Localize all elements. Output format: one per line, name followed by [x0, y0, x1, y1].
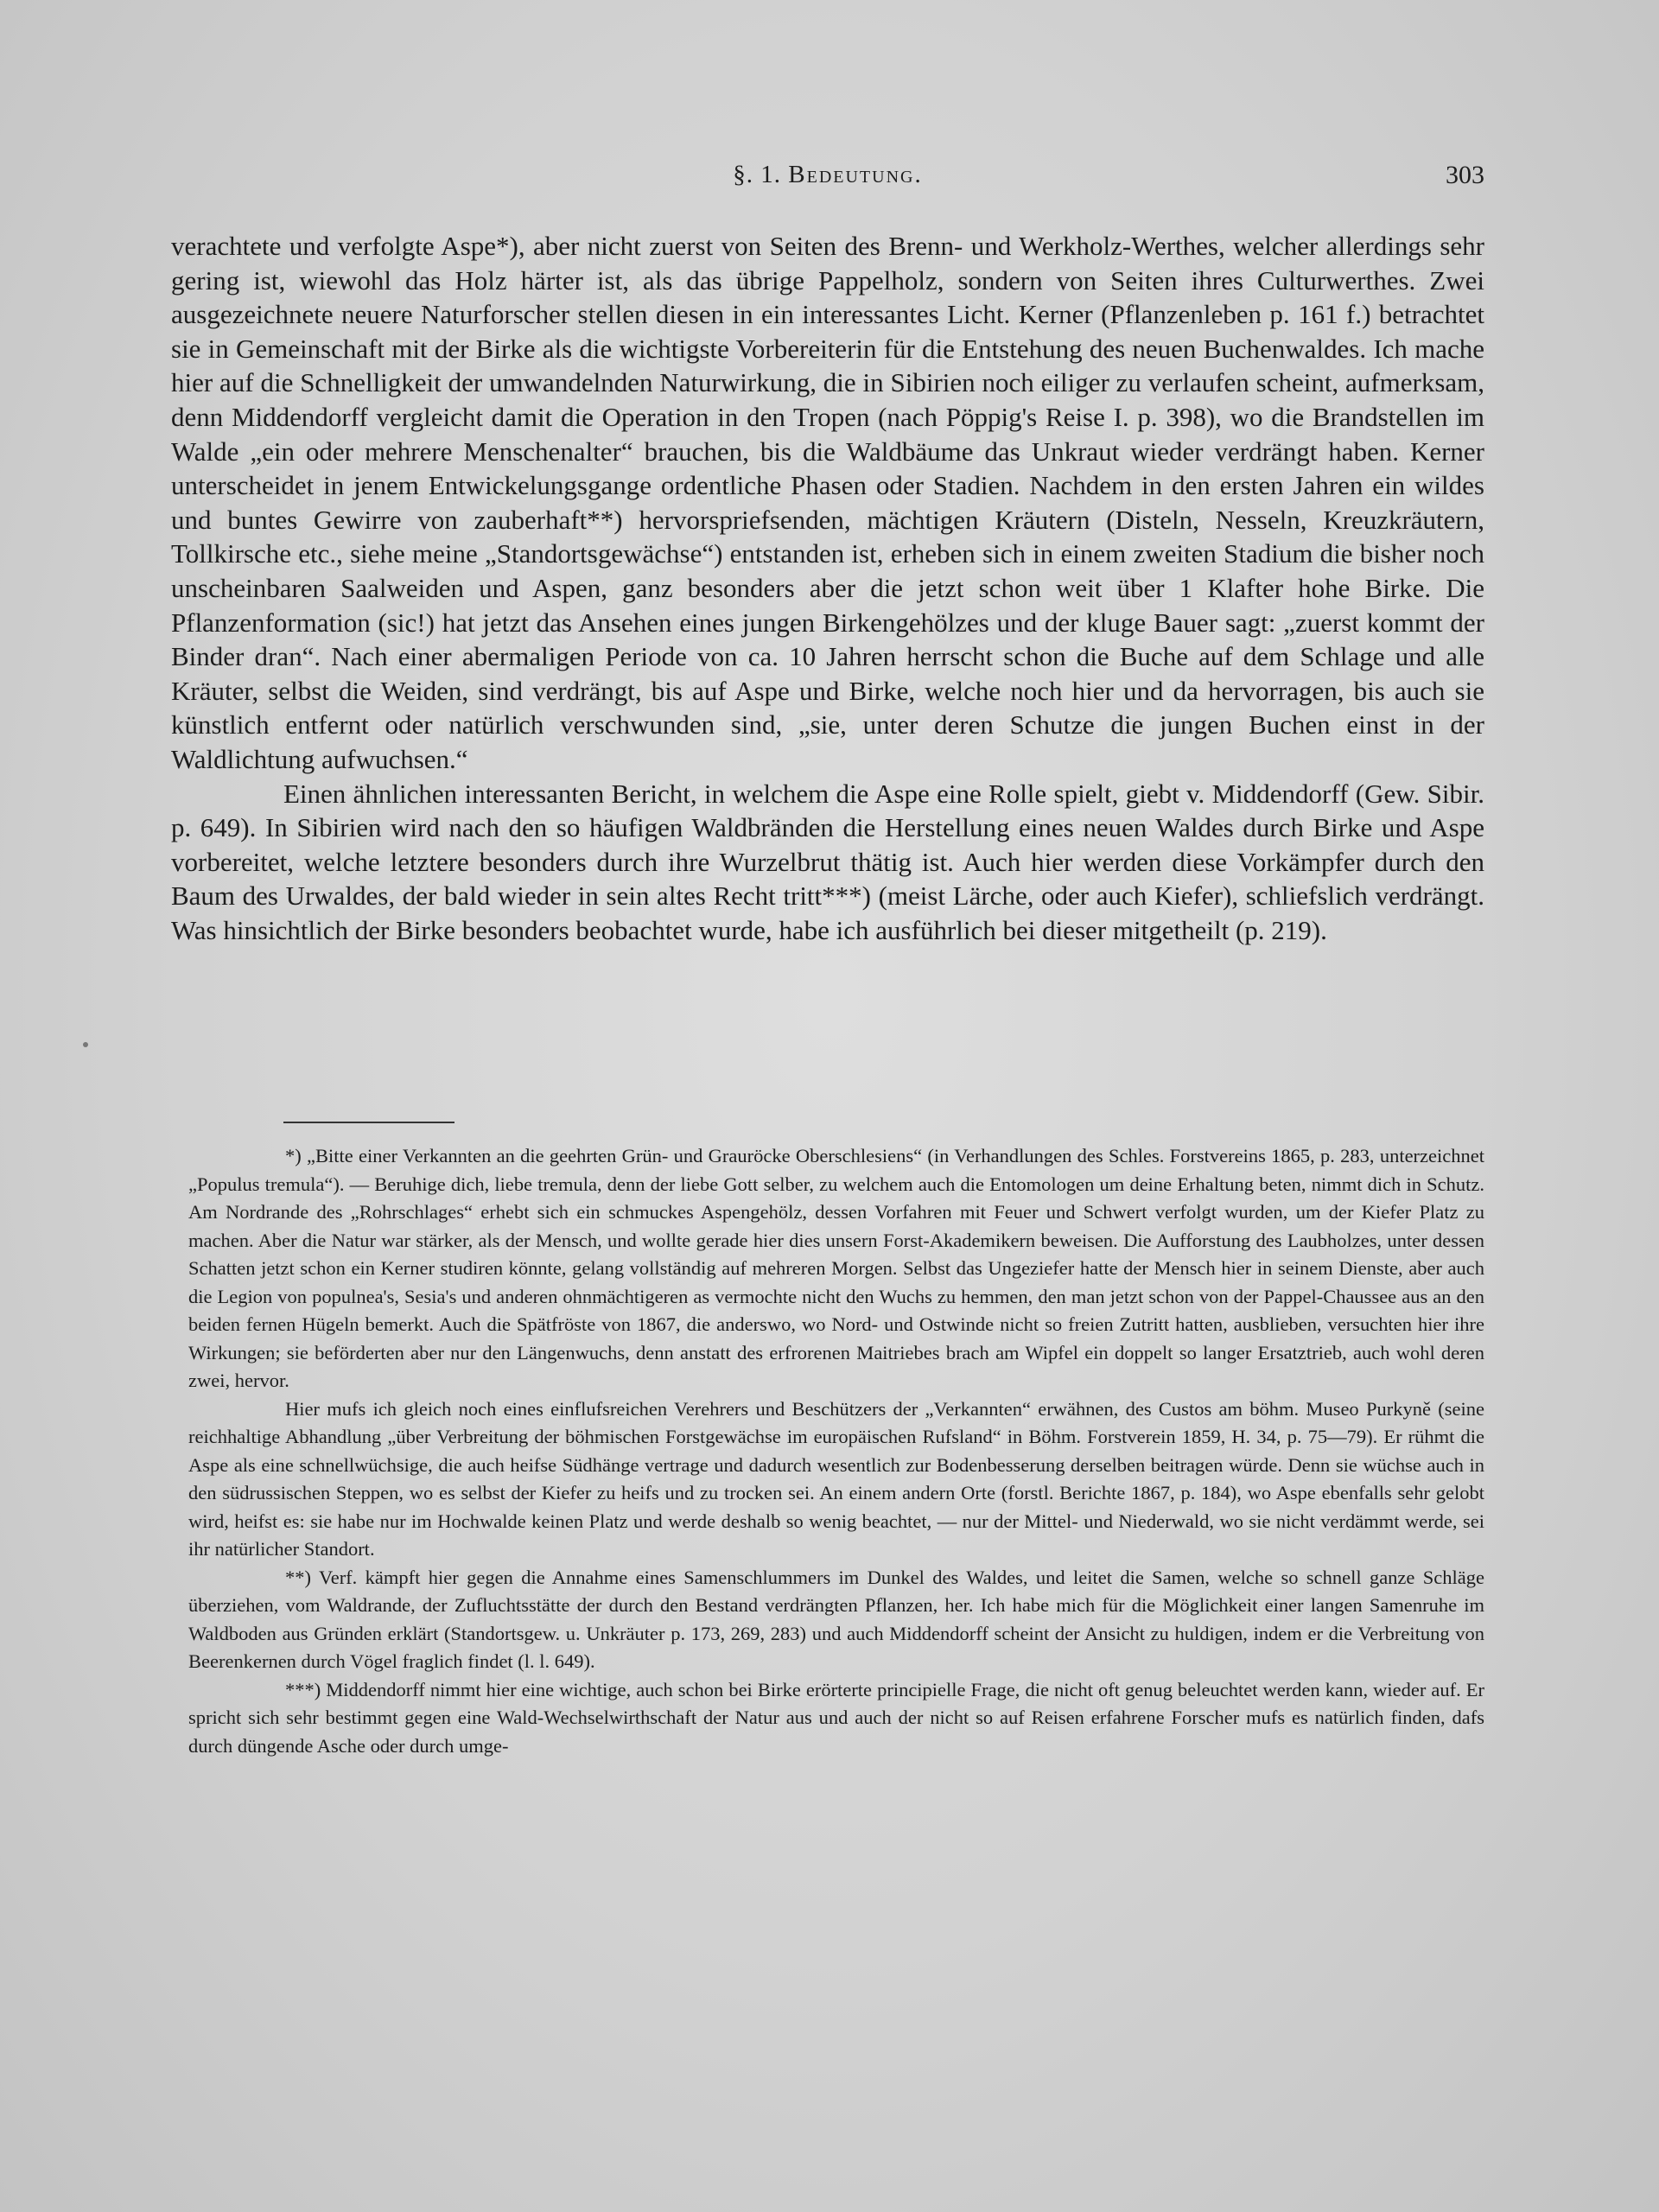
- paragraph-2: Einen ähnlichen interessanten Bericht, in welchem die Aspe eine Rolle spielt, giebt v. Middendorff (Gew. Sibir. p. 649). In Sibirien wird nach den so häufigen Waldbränden die Herstellung eines neuen Waldes durch Birke und Aspe vorbereitet, welche letztere besonders durch ihre Wurzelbrut thätig ist. Auch hier werden diese Vorkämpfer durch den Baum des Urwaldes, der bald wieder in sein altes Recht tritt***) (meist Lärche, oder auch Kiefer), schliefslich verdrängt. Was hinsichtlich der Birke besonders beobachtet wurde, habe ich ausführlich bei dieser mitgetheilt (p. 219).: [171, 778, 1484, 945]
- paragraph-1: verachtete und verfolgte Aspe*), aber nicht zuerst von Seiten des Brenn- und Werkholz-Werthes, welcher allerdings sehr gering ist, wiewohl das Holz härter ist, als das übrige Pappelholz, sondern von Seiten ihres Culturwerthes. Zwei ausgezeichnete neuere Naturforscher stellen diesen in ein interessantes Licht. Kerner (Pflanzenleben p. 161 f.) betrachtet sie in Gemeinschaft mit der Birke als die wichtigste Vorbereiterin für die Entstehung des neuen Buchenwaldes. Ich mache hier auf die Schnelligkeit der umwandelnden Naturwirkung, die in Sibirien noch eiliger zu verlaufen scheint, aufmerksam, denn Middendorff vergleicht damit die Operation in den Tropen (nach Pöppig's Reise I. p. 398), wo die Brandstellen im Walde „ein oder mehrere Menschenalter“ brauchen, bis die Waldbäume das Unkraut wieder verdrängt haben. Kerner unterscheidet in jenem Entwickelungsgange ordentliche Phasen oder Stadien. Nachdem in den ersten Jahren ein wildes und buntes Gewirre von zauberhaft**) hervorspriefsenden, mächtigen Kräutern (Disteln, Nesseln, Kreuzkräutern, Tollkirsche etc., siehe meine „Standortsgewächse“) entstanden ist, erheben sich in einem zweiten Stadium die bisher noch unscheinbaren Saalweiden und Aspen, ganz besonders aber die jetzt schon weit über 1 Klafter hohe Birke. Die Pflanzenformation (sic!) hat jetzt das Ansehen eines jungen Birkengehölzes und der kluge Bauer sagt: „zuerst kommt der Binder dran“. Nach einer abermaligen Periode von ca. 10 Jahren herrscht schon die Buche auf dem Schlage und alle Kräuter, selbst die Weiden, sind verdrängt, bis auf Aspe und Birke, welche noch hier und da hervorragen, bis auch sie künstlich entfernt oder natürlich verschwunden sind, „sie, unter deren Schutze die jungen Buchen einst in der Waldlichtung aufwuchsen.“: [171, 231, 1484, 774]
- running-header: [171, 161, 1484, 204]
- footnote-1: *) „Bitte einer Verkannten an die geehrten Grün- und Grauröcke Oberschlesiens“ (in Verhandlungen des Schles. Forstvereins 1865, p. 283, unterzeichnet „Populus tremula“). — Beruhige dich, liebe tremula, denn der liebe Gott selber, zu welchem auch die Entomologen um deine Erhaltung beten, nimmt dich in Schutz. Am Nordrande des „Rohrschlages“ erhebt sich ein schmuckes Aspengehölz, dessen Vorfahren mit Feuer und Schwert verfolgt wurden, um der Kiefer Platz zu machen. Aber die Natur war stärker, als der Mensch, und wollte gerade hier dies unsern Forst-Akademikern beweisen. Die Aufforstung des Laubholzes, unter dessen Schatten jetzt schon ein Kerner studiren könnte, gelang vollständig auf mehreren Morgen. Selbst das Ungeziefer hatte der Mensch hier in seinem Dienste, aber auch die Legion von populnea's, Sesia's und anderen ohnmächtigeren as vermochte nicht den Wuchs zu hemmen, den man jetzt schon von der Pappel-Chaussee aus an den beiden fernen Hügeln bemerkt. Auch die Spätfröste von 1867, die anderswo, wo Nord- und Ostwinde nicht so freien Zutritt hatten, ausblieben, versuchten hier ihre Wirkungen; sie beförderten aber nur den Längenwuchs, denn anstatt des erfrorenen Maitriebes brach am Wipfel ein doppelt so langer Ersatztrieb, auch wohl deren zwei, hervor.: [188, 1145, 1484, 1391]
- footnote-2: **) Verf. kämpft hier gegen die Annahme eines Samenschlummers im Dunkel des Waldes, und leitet die Samen, welche so schnell ganze Schläge überziehen, vom Waldrande, der Zufluchtsstätte der durch den Bestand verdrängten Pflanzen, her. Ich habe mich für die Möglichkeit einer langen Samenruhe im Waldboden aus Gründen erklärt (Standortsgew. u. Unkräuter p. 173, 269, 283) und auch Middendorff scheint der Ansicht zu huldigen, indem er die Verbreitung von Beerenkernen durch Vögel fraglich findet (l. l. 649).: [188, 1566, 1484, 1672]
- footnote-separator: [283, 1122, 454, 1123]
- footnote-1-continued: Hier mufs ich gleich noch eines einflufsreichen Verehrers und Beschützers der „Verkannten“ erwähnen, des Custos am böhm. Museo Purkyně (seine reichhaltige Abhandlung „über Verbreitung der böhmischen Forstgewächse im europäischen Rufsland“ in Böhm. Forstverein 1859, H. 34, p. 75—79). Er rühmt die Aspe als eine schnellwüchsige, die auch heifse Südhänge vertrage und dadurch wesentlich zur Bodenbesserung derselben beitragen würde. Denn sie wüchse auch in den südrussischen Steppen, wo es selbst der Kiefer zu heifs und zu trocken sei. An einem andern Orte (forstl. Berichte 1867, p. 184), wo Aspe ebenfalls sehr gelobt wird, heifst es: sie habe nur im Hochwalde keinen Platz und werde deshalb so wenig beachtet, — nur der Mittel- und Niederwald, wo sie nicht verdämmt werde, sei ihr natürlicher Standort.: [188, 1397, 1484, 1560]
- section-number: §. 1.: [733, 161, 782, 188]
- section-heading: [171, 161, 1484, 189]
- margin-speck: [83, 1042, 88, 1047]
- page-number: 303: [1446, 161, 1484, 189]
- footnotes: [188, 1142, 1484, 1760]
- section-title: Bedeutung.: [788, 161, 923, 188]
- main-text: [171, 229, 1484, 947]
- footnote-3: ***) Middendorff nimmt hier eine wichtige, auch schon bei Birke erörterte principielle Frage, die nicht oft genug beleuchtet werden kann, wieder auf. Er spricht sich sehr bestimmt gegen eine Wald-Wechselwirthschaft der Natur aus und auch der nicht so auf Reisen erfahrene Forscher mufs es natürlich finden, dafs durch düngende Asche oder durch umge-: [188, 1678, 1484, 1757]
